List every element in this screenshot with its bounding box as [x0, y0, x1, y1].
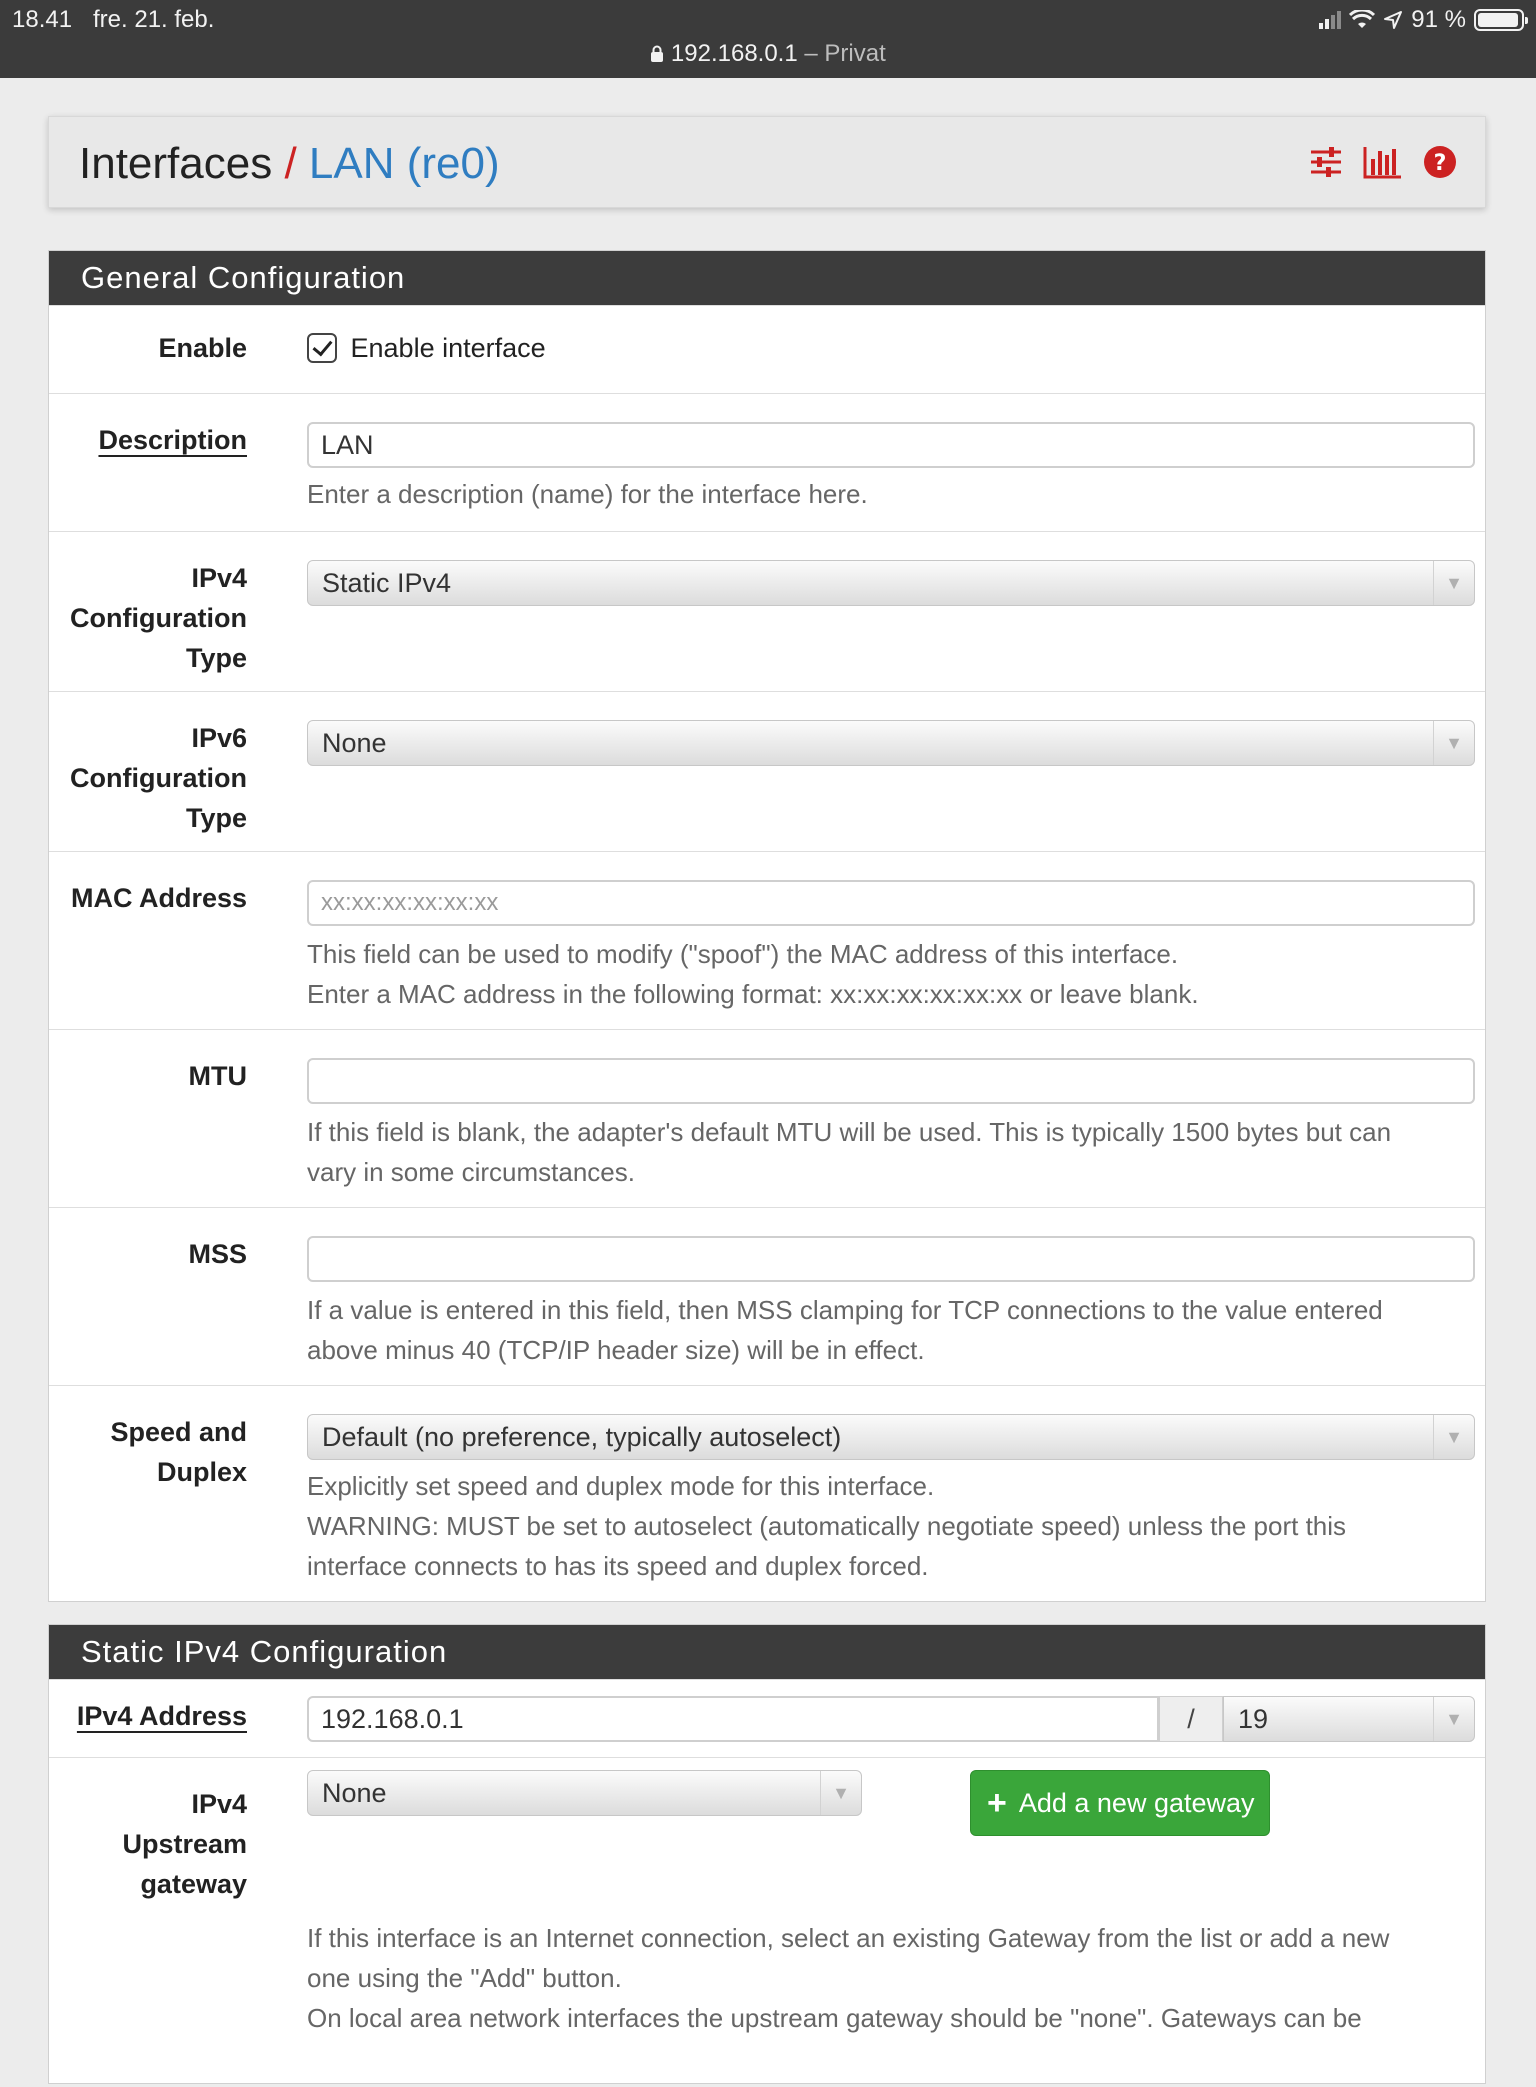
status-bar	[0, 0, 1536, 78]
mss-input[interactable]	[307, 1236, 1475, 1282]
mss-help-2: above minus 40 (TCP/IP header size) will be in effect.	[307, 1335, 925, 1365]
label-ipv4-address[interactable]: IPv4 Address	[76, 1701, 247, 1731]
chevron-down-icon: ▼	[1433, 721, 1474, 765]
breadcrumb-current[interactable]: LAN (re0)	[308, 139, 500, 188]
label-mac-address: MAC Address	[70, 883, 247, 913]
svg-text:?: ?	[1433, 151, 1447, 176]
row-ipv4-address	[49, 1679, 1485, 1757]
mac-help-2: Enter a MAC address in the following format: xx:xx:xx:xx:xx:xx or leave blank.	[307, 979, 1199, 1009]
lock-icon	[650, 45, 664, 63]
help-icon[interactable]	[1423, 145, 1457, 179]
description-help: Enter a description (name) for the interface here.	[307, 479, 868, 509]
gateway-help-1: If this interface is an Internet connection, select an existing Gateway from the list or add a new	[307, 1923, 1390, 1953]
general-configuration-panel	[48, 250, 1486, 1602]
ipv4-type-select[interactable]: Static IPv4 ▼	[307, 560, 1475, 606]
date: fre. 21. feb.	[93, 6, 215, 33]
location-arrow-icon	[1383, 10, 1403, 30]
row-mac-address	[49, 851, 1485, 1029]
breadcrumb-interfaces[interactable]: Interfaces	[79, 139, 273, 188]
label-mtu: MTU	[188, 1061, 247, 1091]
row-description	[49, 393, 1485, 531]
panel-heading: General Configuration	[49, 251, 1485, 305]
label-description[interactable]: Description	[98, 425, 247, 455]
mtu-input[interactable]	[307, 1058, 1475, 1104]
mss-help-1: If a value is entered in this field, then MSS clamping for TCP connections to the value entered	[307, 1295, 1383, 1325]
label-ipv4-gateway: IPv4 Upstream gateway	[122, 1789, 247, 1899]
row-mtu	[49, 1029, 1485, 1207]
row-speed-duplex	[49, 1385, 1485, 1603]
cidr-select[interactable]: 19 ▼	[1223, 1696, 1475, 1742]
speed-help-1: Explicitly set speed and duplex mode for this interface.	[307, 1471, 935, 1501]
panel-heading: Static IPv4 Configuration	[49, 1625, 1485, 1679]
plus-icon: +	[987, 1784, 1007, 1822]
row-ipv6-type	[49, 691, 1485, 851]
add-gateway-button[interactable]: + Add a new gateway	[970, 1770, 1270, 1836]
wifi-icon	[1349, 10, 1375, 30]
private-mode-label: – Privat	[804, 40, 886, 67]
chevron-down-icon: ▼	[820, 1771, 861, 1815]
label-ipv6-type: IPv6 Configuration Type	[70, 723, 247, 833]
status-indicators	[1319, 6, 1524, 34]
enable-checkbox[interactable]	[307, 333, 337, 363]
ipv4-address-input[interactable]: 192.168.0.1	[307, 1696, 1159, 1742]
row-ipv4-gateway	[49, 1757, 1485, 2087]
row-mss	[49, 1207, 1485, 1385]
gateway-help-2: one using the "Add" button.	[307, 1963, 622, 1993]
ipv6-type-select[interactable]: None ▼	[307, 720, 1475, 766]
description-input[interactable]: LAN	[307, 422, 1475, 468]
clock: 18.41	[12, 6, 73, 33]
label-ipv4-type: IPv4 Configuration Type	[70, 563, 247, 673]
mtu-help-2: vary in some circumstances.	[307, 1157, 635, 1187]
enable-checkbox-label[interactable]: Enable interface	[350, 333, 546, 363]
address-bar[interactable]	[0, 40, 1536, 68]
cidr-separator: /	[1159, 1696, 1223, 1742]
row-enable	[49, 305, 1485, 393]
breadcrumb	[79, 139, 500, 189]
battery-percentage: 91 %	[1411, 6, 1466, 33]
label-enable: Enable	[158, 333, 247, 363]
label-speed-duplex: Speed and Duplex	[110, 1417, 247, 1487]
chevron-down-icon: ▼	[1433, 1415, 1474, 1459]
sliders-icon[interactable]	[1309, 145, 1343, 179]
header-icons	[1309, 145, 1457, 179]
page-header	[48, 116, 1486, 208]
chevron-down-icon: ▼	[1433, 1697, 1474, 1741]
battery-icon	[1474, 9, 1524, 31]
bar-chart-icon[interactable]	[1363, 145, 1403, 179]
gateway-help-3: On local area network interfaces the upstream gateway should be "none". Gateways can be	[307, 2003, 1362, 2033]
breadcrumb-separator: /	[284, 139, 297, 188]
mtu-help-1: If this field is blank, the adapter's default MTU will be used. This is typically 1500 bytes but can	[307, 1117, 1392, 1147]
enable-checkbox-group[interactable]	[307, 328, 1475, 368]
gateway-select[interactable]: None ▼	[307, 1770, 862, 1816]
url-text: 192.168.0.1	[670, 40, 798, 67]
row-ipv4-type	[49, 531, 1485, 691]
speed-help-3: interface connects to has its speed and duplex forced.	[307, 1551, 929, 1581]
label-mss: MSS	[188, 1239, 247, 1269]
chevron-down-icon: ▼	[1433, 561, 1474, 605]
mac-help-1: This field can be used to modify ("spoof") the MAC address of this interface.	[307, 939, 1179, 969]
static-ipv4-panel	[48, 1624, 1486, 2084]
signal-icon	[1319, 11, 1341, 29]
speed-help-2: WARNING: MUST be set to autoselect (automatically negotiate speed) unless the port this	[307, 1511, 1347, 1541]
mac-address-input[interactable]: xx:xx:xx:xx:xx:xx	[307, 880, 1475, 926]
speed-duplex-select[interactable]: Default (no preference, typically autoselect) ▼	[307, 1414, 1475, 1460]
